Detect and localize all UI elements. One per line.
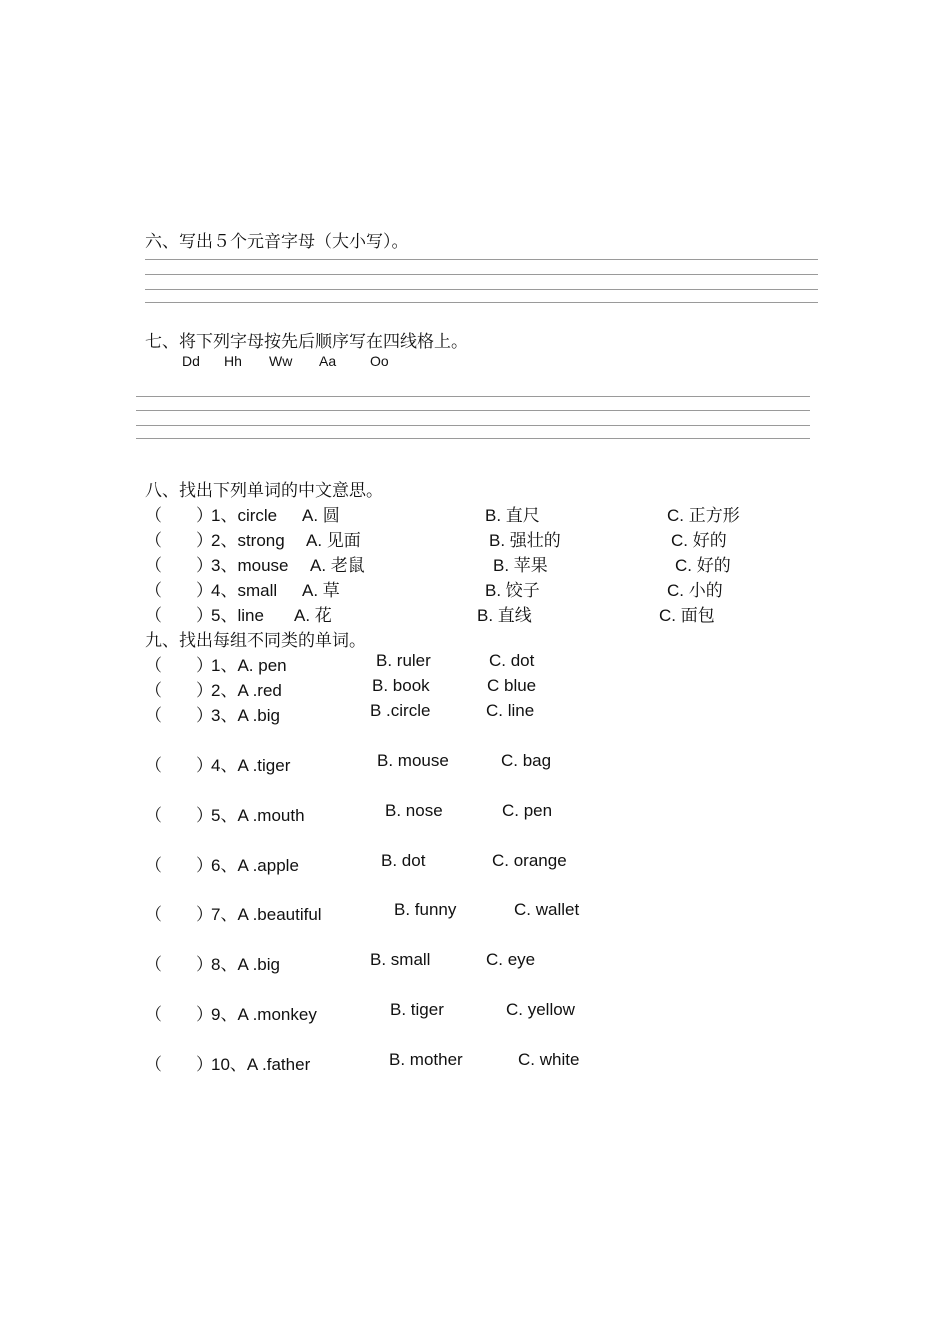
option-b: B. tiger: [390, 1000, 444, 1019]
option-b: B. 苹果: [493, 556, 548, 575]
letter-oo: Oo: [370, 353, 389, 369]
question-word: 6、A .apple: [211, 856, 299, 875]
option-b: B. 直尺: [485, 506, 540, 525]
letter-dd: Dd: [182, 353, 200, 369]
option-a: A. 花: [294, 606, 332, 625]
question-word: 4、small: [211, 581, 278, 600]
option-c: C. 好的: [671, 531, 727, 550]
grid-line: [145, 289, 818, 290]
question-word: 5、line: [211, 606, 264, 625]
option-b: B. 强壮的: [489, 531, 561, 550]
letter-aa: Aa: [319, 353, 337, 369]
grid-line: [136, 410, 810, 411]
answer-paren[interactable]: （ ）: [145, 856, 213, 876]
answer-paren[interactable]: （ ）: [145, 955, 213, 975]
answer-paren[interactable]: （ ）: [145, 905, 213, 925]
answer-paren[interactable]: （ ）: [145, 581, 213, 601]
option-b: B. mouse: [377, 751, 449, 770]
section-nine-title: 九、找出每组不同类的单词。: [145, 631, 366, 651]
section-six-title: 六、写出５个元音字母（大小写）。: [145, 232, 409, 252]
letter-ww: Ww: [269, 353, 293, 369]
option-c: C. yellow: [506, 1000, 575, 1019]
grid-line: [145, 302, 818, 303]
grid-line: [145, 259, 818, 260]
option-b: B. funny: [394, 900, 457, 919]
answer-paren[interactable]: （ ）: [145, 656, 213, 676]
option-a: A. 见面: [306, 531, 361, 550]
option-c: C blue: [487, 676, 537, 695]
question-word: 1、A. pen: [211, 656, 287, 675]
question-word: 3、A .big: [211, 706, 280, 725]
question-word: 2、A .red: [211, 681, 282, 700]
letter-hh: Hh: [224, 353, 242, 369]
grid-line: [145, 274, 818, 275]
question-word: 9、A .monkey: [211, 1005, 317, 1024]
option-b: B. mother: [389, 1050, 463, 1069]
section-eight-title: 八、找出下列单词的中文意思。: [145, 481, 383, 501]
question-word: 3、mouse: [211, 556, 289, 575]
option-c: C. bag: [501, 751, 552, 770]
answer-paren[interactable]: （ ）: [145, 1055, 213, 1075]
option-b: B. dot: [381, 851, 426, 870]
question-word: 10、A .father: [211, 1055, 311, 1074]
option-a: A. 草: [302, 581, 340, 600]
option-b: B .circle: [370, 701, 431, 720]
option-b: B. book: [372, 676, 430, 695]
option-b: B. ruler: [376, 651, 431, 670]
option-c: C. 小的: [667, 581, 723, 600]
option-c: C. dot: [489, 651, 535, 670]
question-word: 7、A .beautiful: [211, 905, 322, 924]
option-c: C. wallet: [514, 900, 580, 919]
answer-paren[interactable]: （ ）: [145, 1005, 213, 1025]
option-c: C. 好的: [675, 556, 731, 575]
option-c: C. pen: [502, 801, 553, 820]
answer-paren[interactable]: （ ）: [145, 531, 213, 551]
answer-paren[interactable]: （ ）: [145, 506, 213, 526]
option-b: B. 直线: [477, 606, 532, 625]
answer-paren[interactable]: （ ）: [145, 756, 213, 776]
option-c: C. orange: [492, 851, 567, 870]
question-word: 4、A .tiger: [211, 756, 291, 775]
question-word: 5、A .mouth: [211, 806, 305, 825]
answer-paren[interactable]: （ ）: [145, 706, 213, 726]
answer-paren[interactable]: （ ）: [145, 681, 213, 701]
grid-line: [136, 438, 810, 439]
answer-paren[interactable]: （ ）: [145, 806, 213, 826]
grid-line: [136, 396, 810, 397]
option-b: B. 饺子: [485, 581, 540, 600]
grid-line: [136, 425, 810, 426]
option-b: B. small: [370, 950, 431, 969]
section-seven-title: 七、将下列字母按先后顺序写在四线格上。: [145, 332, 468, 352]
question-word: 2、strong: [211, 531, 285, 550]
option-a: A. 老鼠: [310, 556, 365, 575]
question-word: 8、A .big: [211, 955, 280, 974]
option-c: C. 面包: [659, 606, 715, 625]
question-word: 1、circle: [211, 506, 278, 525]
option-b: B. nose: [385, 801, 443, 820]
option-c: C. line: [486, 701, 535, 720]
option-a: A. 圆: [302, 506, 340, 525]
answer-paren[interactable]: （ ）: [145, 606, 213, 626]
answer-paren[interactable]: （ ）: [145, 556, 213, 576]
option-c: C. 正方形: [667, 506, 740, 525]
option-c: C. eye: [486, 950, 536, 969]
option-c: C. white: [518, 1050, 580, 1069]
